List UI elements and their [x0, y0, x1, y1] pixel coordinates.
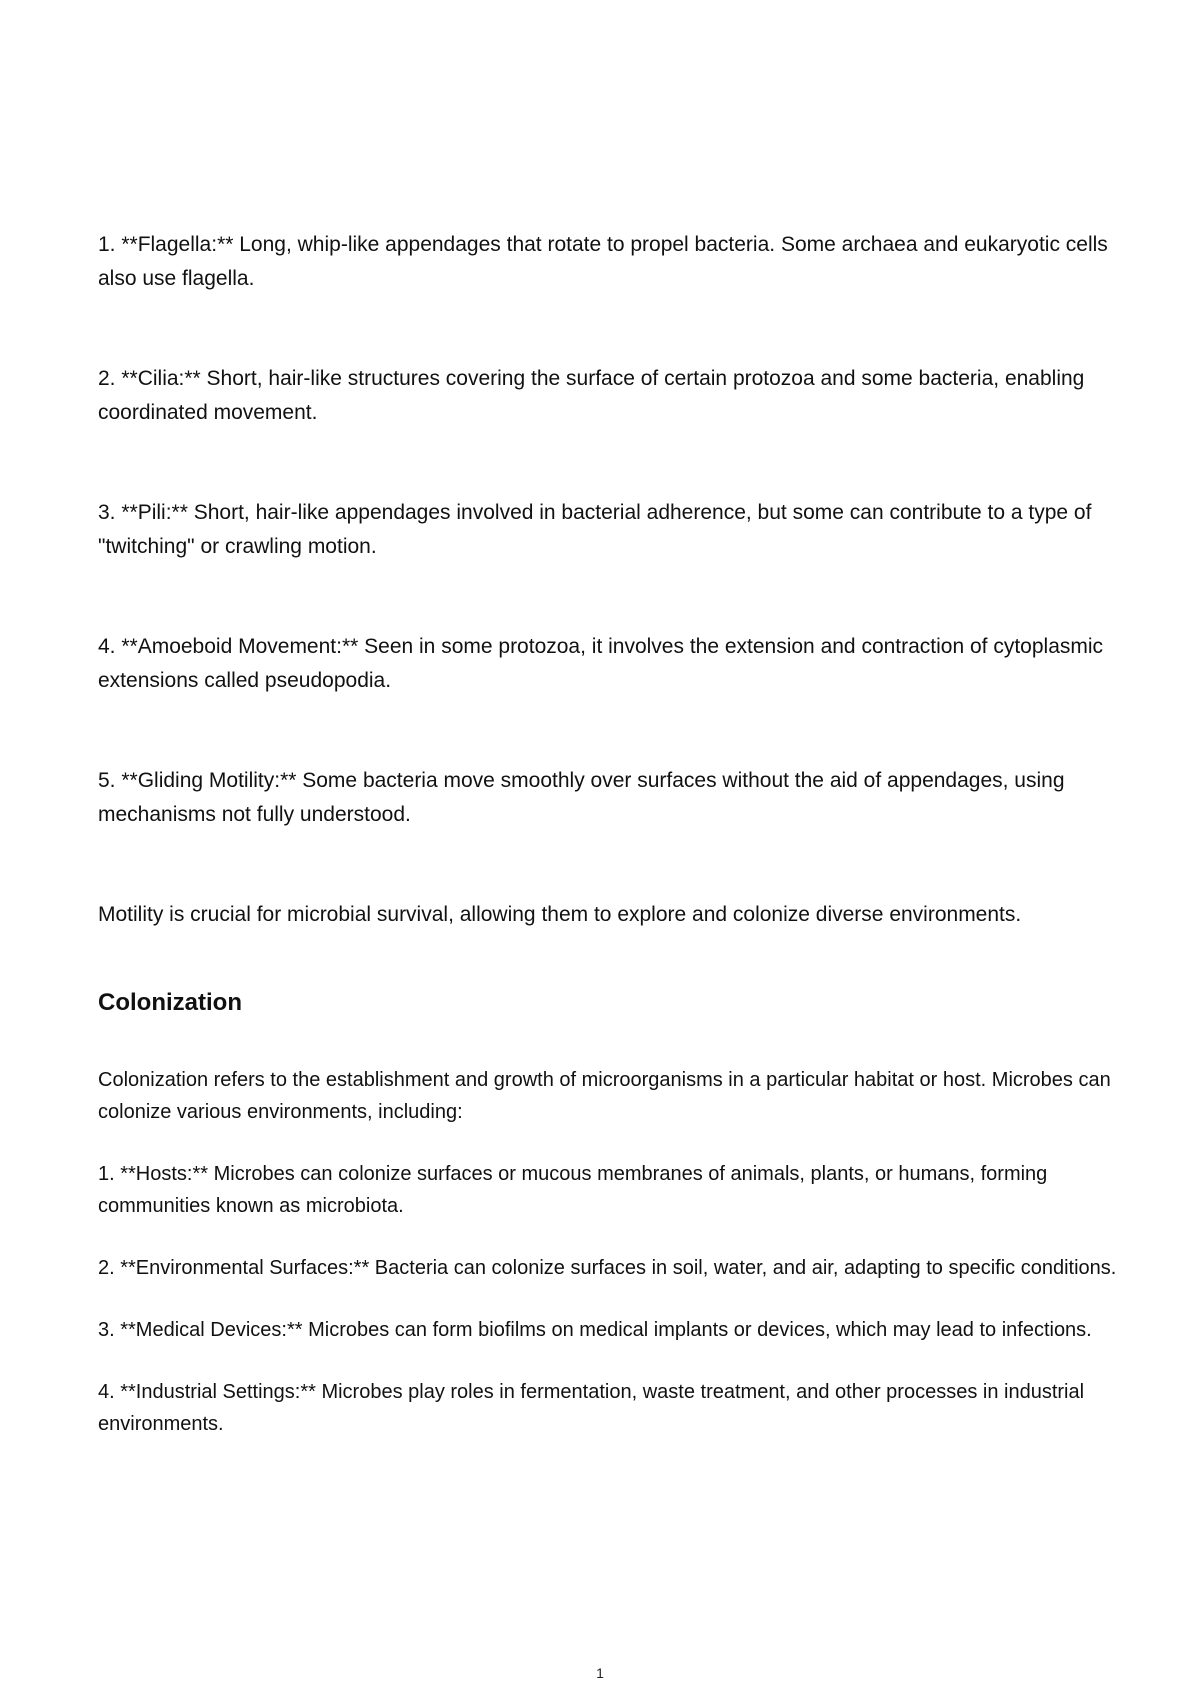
motility-item-flagella: 1. **Flagella:** Long, whip-like appendages that rotate to propel bacteria. Some archaea and eukaryotic cells also use flagella. [98, 233, 1108, 290]
colonization-item-environmental-surfaces: 2. **Environmental Surfaces:** Bacteria can colonize surfaces in soil, water, and air, adapting to specific conditions. [98, 1257, 1117, 1279]
motility-item-pili: 3. **Pili:** Short, hair-like appendages involved in bacterial adherence, but some can contribute to a type of "twitching" or crawling motion. [98, 501, 1092, 558]
motility-item-cilia: 2. **Cilia:** Short, hair-like structures covering the surface of certain protozoa and some bacteria, enabling coordinated movement. [98, 367, 1085, 424]
colonization-item-hosts: 1. **Hosts:** Microbes can colonize surfaces or mucous membranes of animals, plants, or humans, forming communities known as microbiota. [98, 1163, 1048, 1217]
colonization-item-medical-devices: 3. **Medical Devices:** Microbes can form biofilms on medical implants or devices, which may lead to infections. [98, 1319, 1092, 1341]
colonization-intro: Colonization refers to the establishment and growth of microorganisms in a particular habitat or host. Microbes can colonize various environments, including: [98, 1069, 1111, 1123]
colonization-item-industrial-settings: 4. **Industrial Settings:** Microbes play roles in fermentation, waste treatment, and other processes in industrial environments. [98, 1381, 1085, 1435]
motility-item-amoeboid: 4. **Amoeboid Movement:** Seen in some protozoa, it involves the extension and contraction of cytoplasmic extensions called pseudopodia. [98, 635, 1104, 692]
page-content [98, 228, 1128, 1470]
page-number: 1 [596, 1665, 604, 1681]
motility-item-gliding: 5. **Gliding Motility:** Some bacteria move smoothly over surfaces without the aid of appendages, using mechanisms not fully understood. [98, 769, 1065, 826]
section-heading-colonization: Colonization [98, 989, 242, 1016]
motility-summary: Motility is crucial for microbial survival, allowing them to explore and colonize diverse environments. [98, 903, 1022, 926]
